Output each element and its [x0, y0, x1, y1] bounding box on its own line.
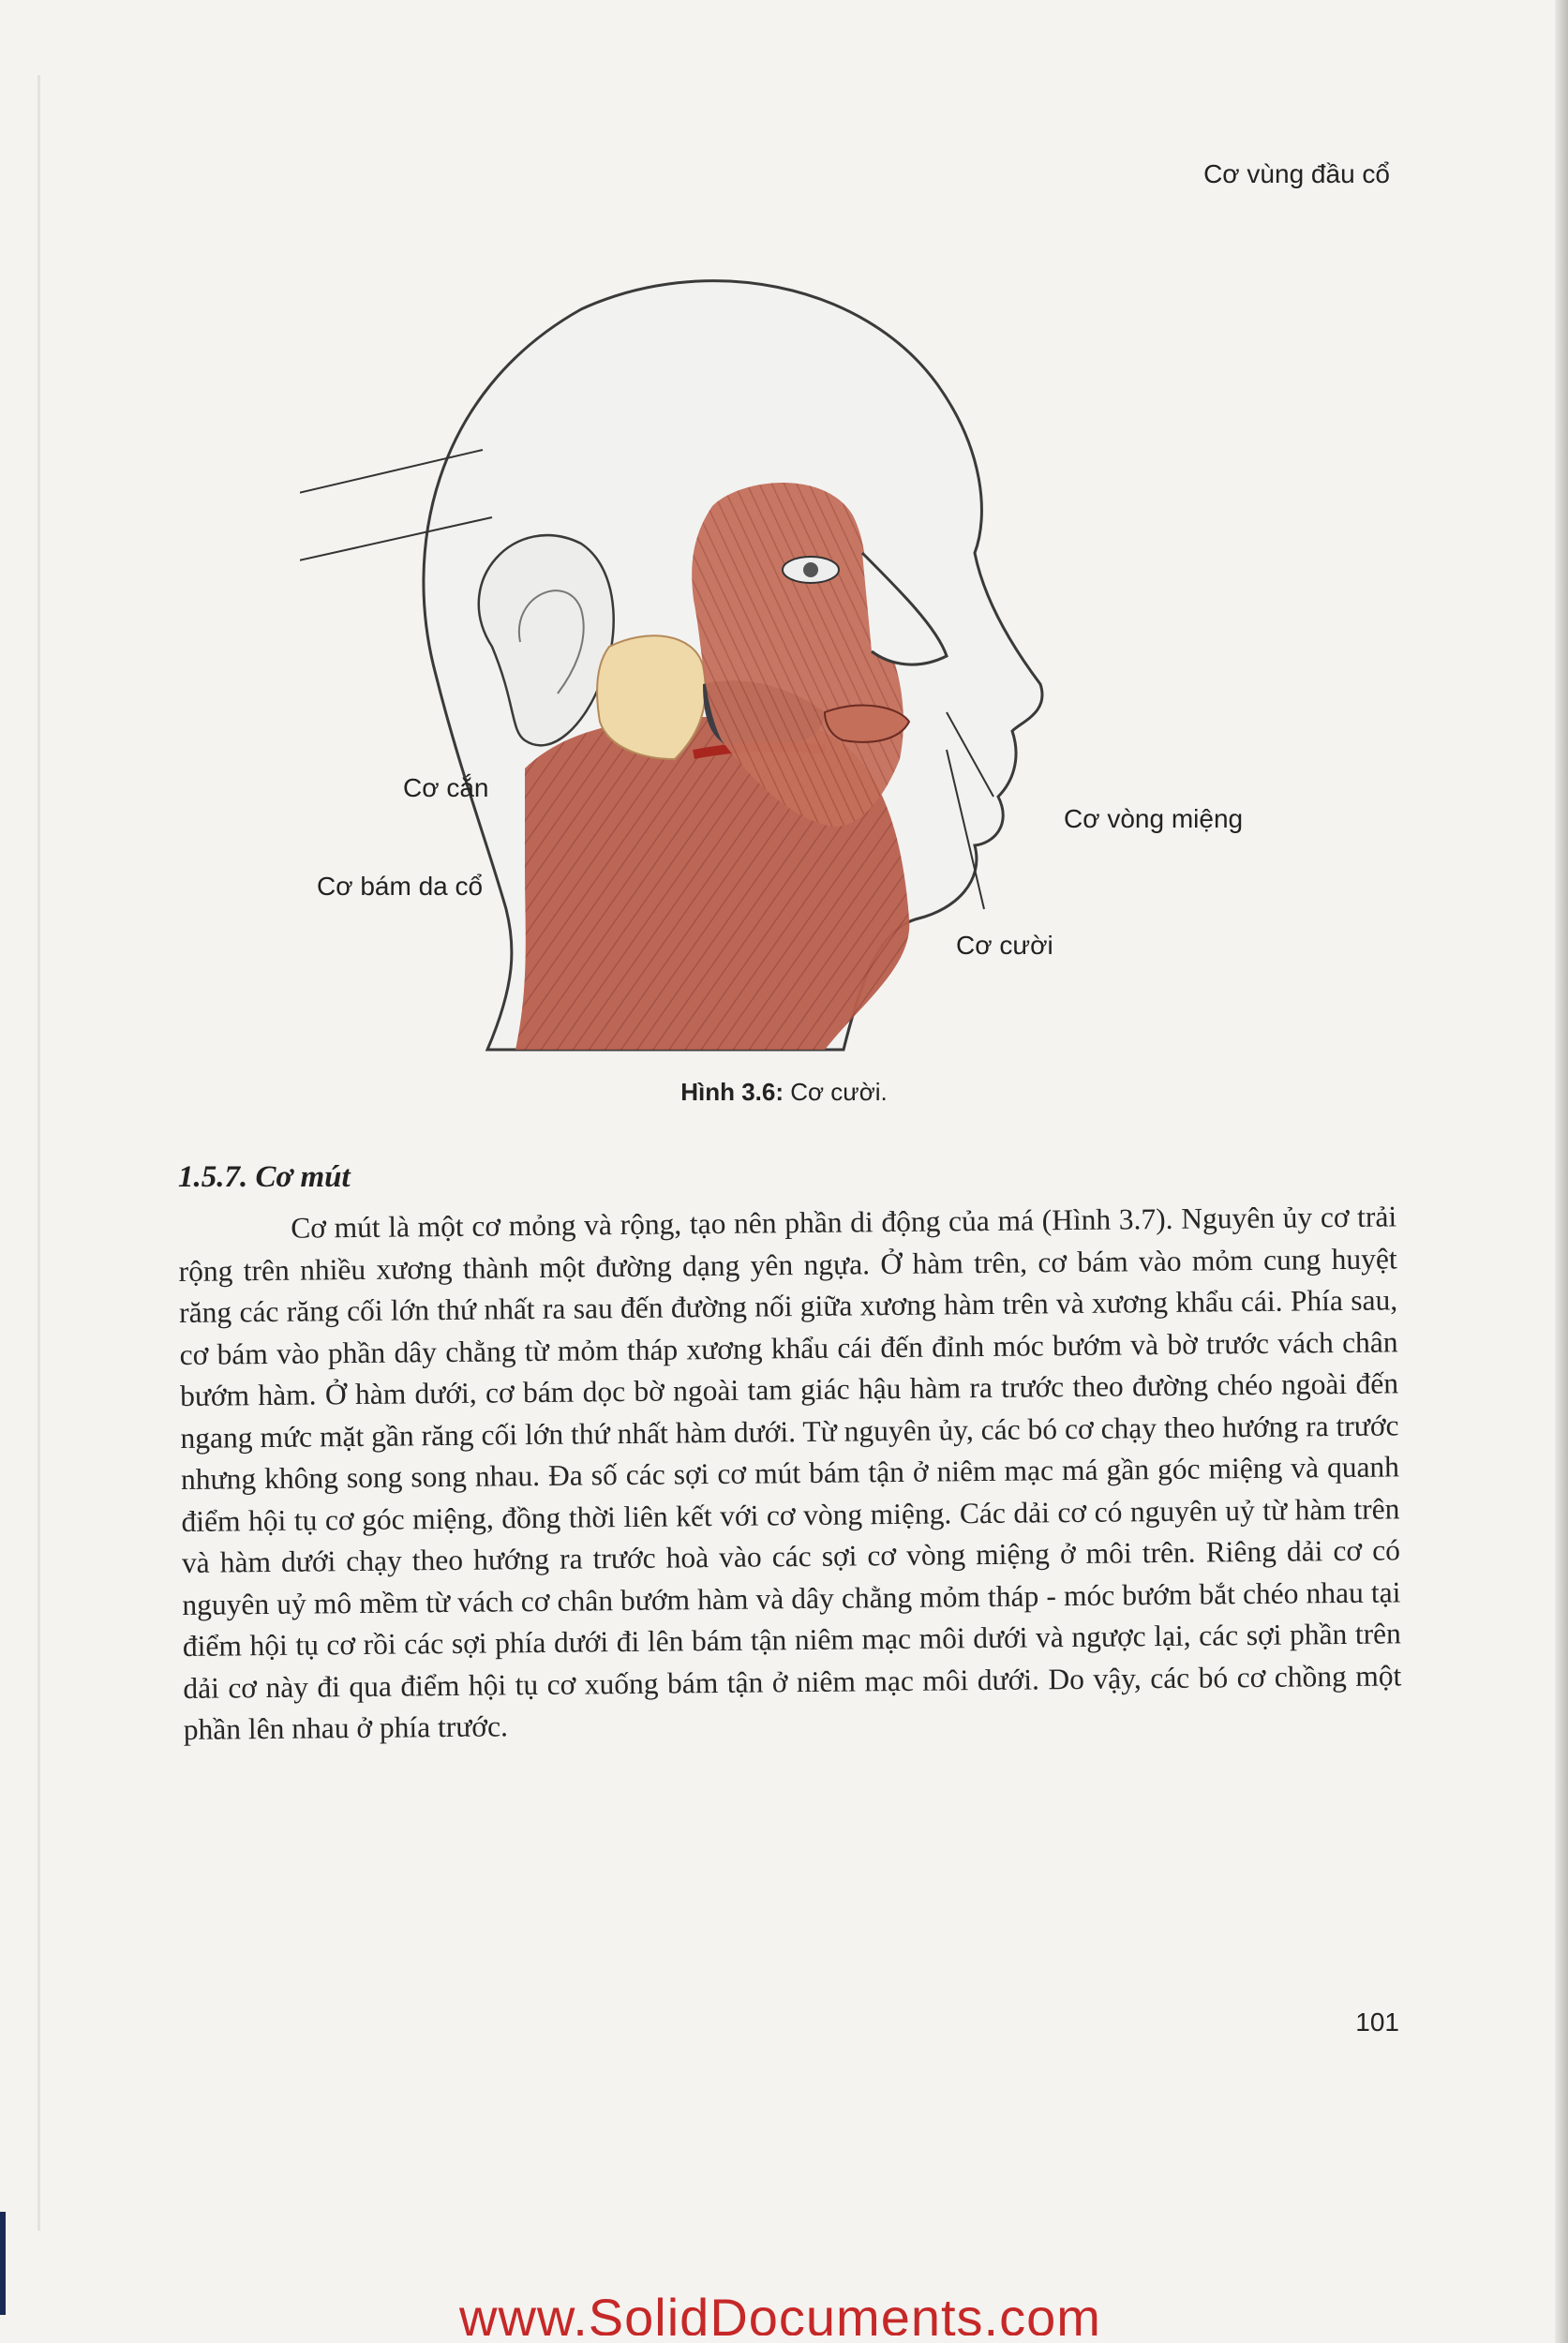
page-number: 101	[1355, 2007, 1399, 2037]
caption-text: Cơ cười.	[784, 1078, 888, 1106]
watermark-text: www.SolidDocuments.com	[459, 2288, 1101, 2336]
caption-prefix: Hình 3.6:	[680, 1078, 784, 1106]
page-edge	[37, 75, 40, 2231]
binding-mark	[0, 2212, 6, 2315]
watermark	[459, 2279, 1209, 2336]
running-header: Cơ vùng đầu cổ	[1203, 159, 1390, 188]
label-orbicularis-oris: Cơ vòng miệng	[1064, 804, 1244, 833]
body-text	[178, 1196, 1402, 1751]
label-risorius: Cơ cười	[956, 931, 1053, 960]
page-edge-shadow	[1555, 0, 1568, 2343]
section-title: 1.5.7. Cơ mút	[178, 1160, 351, 1194]
paragraph: Cơ mút là một cơ mỏng và rộng, tạo nên phần di động của má (Hình 3.7). Nguyên ủy cơ trải rộng trên nhiều xương thành một đường dạng yên ngựa. Ở hàm trên, cơ bám vào mỏm cung huyệt răng các răng cối lớn thứ nhất ra sau đến đường nối giữa xương hàm trên và xương khẩu cái. Phía sau, cơ bám vào phần dây chằng từ mỏm tháp xương khẩu cái đến đỉnh móc bướm và bờ trước vách chân bướm hàm. Ở hàm dưới, cơ bám dọc bờ ngoài tam giác hậu hàm ra trước theo đường chéo ngoài đến ngang mức mặt gần răng cối lớn thứ nhất hàm dưới. Từ nguyên ủy, các bó cơ chạy theo hướng ra trước nhưng không song song nhau. Đa số các sợi cơ mút bám tận ở niêm mạc má gần góc miệng và quanh điểm hội tụ cơ góc miệng, đồng thời liên kết với cơ vòng miệng. Các dải cơ có nguyên uỷ từ hàm trên và hàm dưới chạy theo hướng ra trước hoà vào các sợi cơ vòng miệng ở môi trên. Riêng dải cơ có nguyên uỷ mô mềm từ vách cơ chân bướm hàm và dây chằng mỏm tháp - móc bướm bắt chéo nhau tại điểm hội tụ cơ rồi các sợi phía dưới đi lên bám tận niêm mạc môi dưới và ngược lại, các sợi phần trên dải cơ này đi qua điểm hội tụ cơ xuống bám tận ở niêm mạc môi dưới. Do vậy, các bó cơ chồng một phần lên nhau ở phía trước.	[178, 1200, 1402, 1746]
head-muscle-illustration	[300, 272, 1312, 1078]
label-platysma: Cơ bám da cổ	[317, 872, 484, 901]
figure-caption	[0, 1078, 1568, 1107]
masseter-muscle	[597, 635, 706, 759]
anatomy-figure	[300, 272, 1312, 1078]
label-masseter: Cơ cắn	[403, 773, 489, 802]
